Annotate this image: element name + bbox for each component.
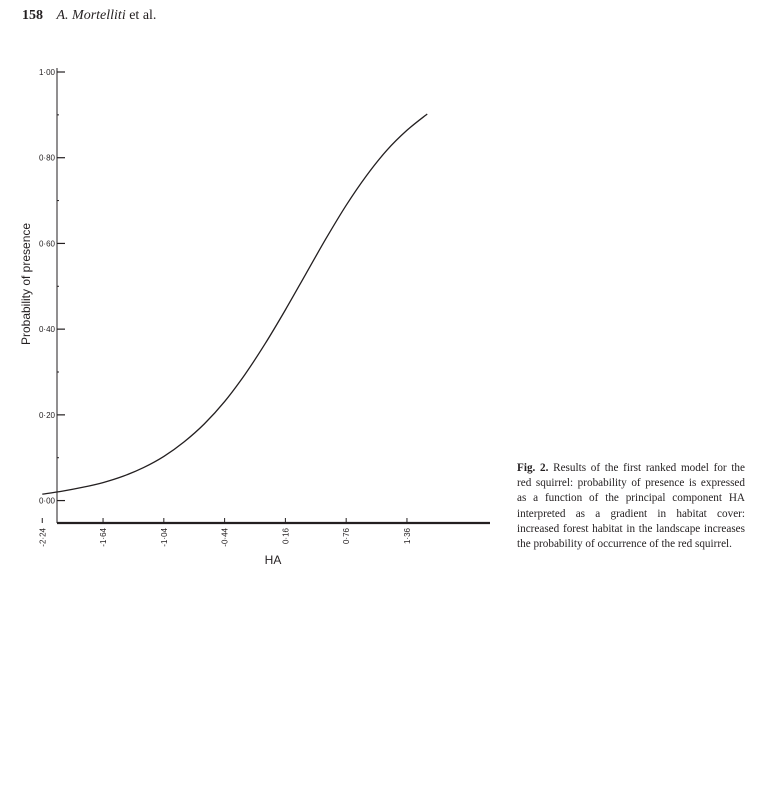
x-tick-label: -2·24 bbox=[38, 528, 48, 547]
y-tick-label: 1·00 bbox=[38, 68, 55, 77]
x-tick-label: 1·36 bbox=[402, 528, 412, 545]
figure-label: Fig. 2. bbox=[517, 462, 549, 474]
series-line bbox=[42, 114, 427, 494]
y-tick-label: 0·20 bbox=[38, 410, 55, 420]
caption-text: Results of the first ranked model for the red squirrel: probability of presence is expressed as a function of the principal component HA interpreted as a gradient in habitat cover: increased forest habitat in the landscape increases the probability of occurrence of the red squirrel. bbox=[517, 462, 745, 551]
header-etal: et al. bbox=[129, 8, 157, 23]
x-tick-label: -1·64 bbox=[99, 528, 109, 547]
y-tick-label: 0·80 bbox=[38, 153, 55, 163]
y-tick-label: 0·40 bbox=[38, 325, 55, 335]
x-axis-title: HA bbox=[264, 553, 282, 567]
header-authors: A. Mortelliti bbox=[56, 8, 126, 23]
x-tick-label: 0·16 bbox=[281, 528, 291, 545]
y-axis-title: Probability of presence bbox=[19, 222, 33, 346]
figure-caption bbox=[517, 461, 745, 552]
y-tick-label: 0·00 bbox=[38, 496, 55, 506]
x-tick-label: 0·76 bbox=[342, 528, 352, 545]
page-number: 158 bbox=[22, 8, 43, 23]
x-tick-label: -0·44 bbox=[220, 528, 230, 547]
x-tick-label: -1·04 bbox=[159, 528, 169, 547]
y-tick-label: 0·60 bbox=[38, 239, 55, 249]
